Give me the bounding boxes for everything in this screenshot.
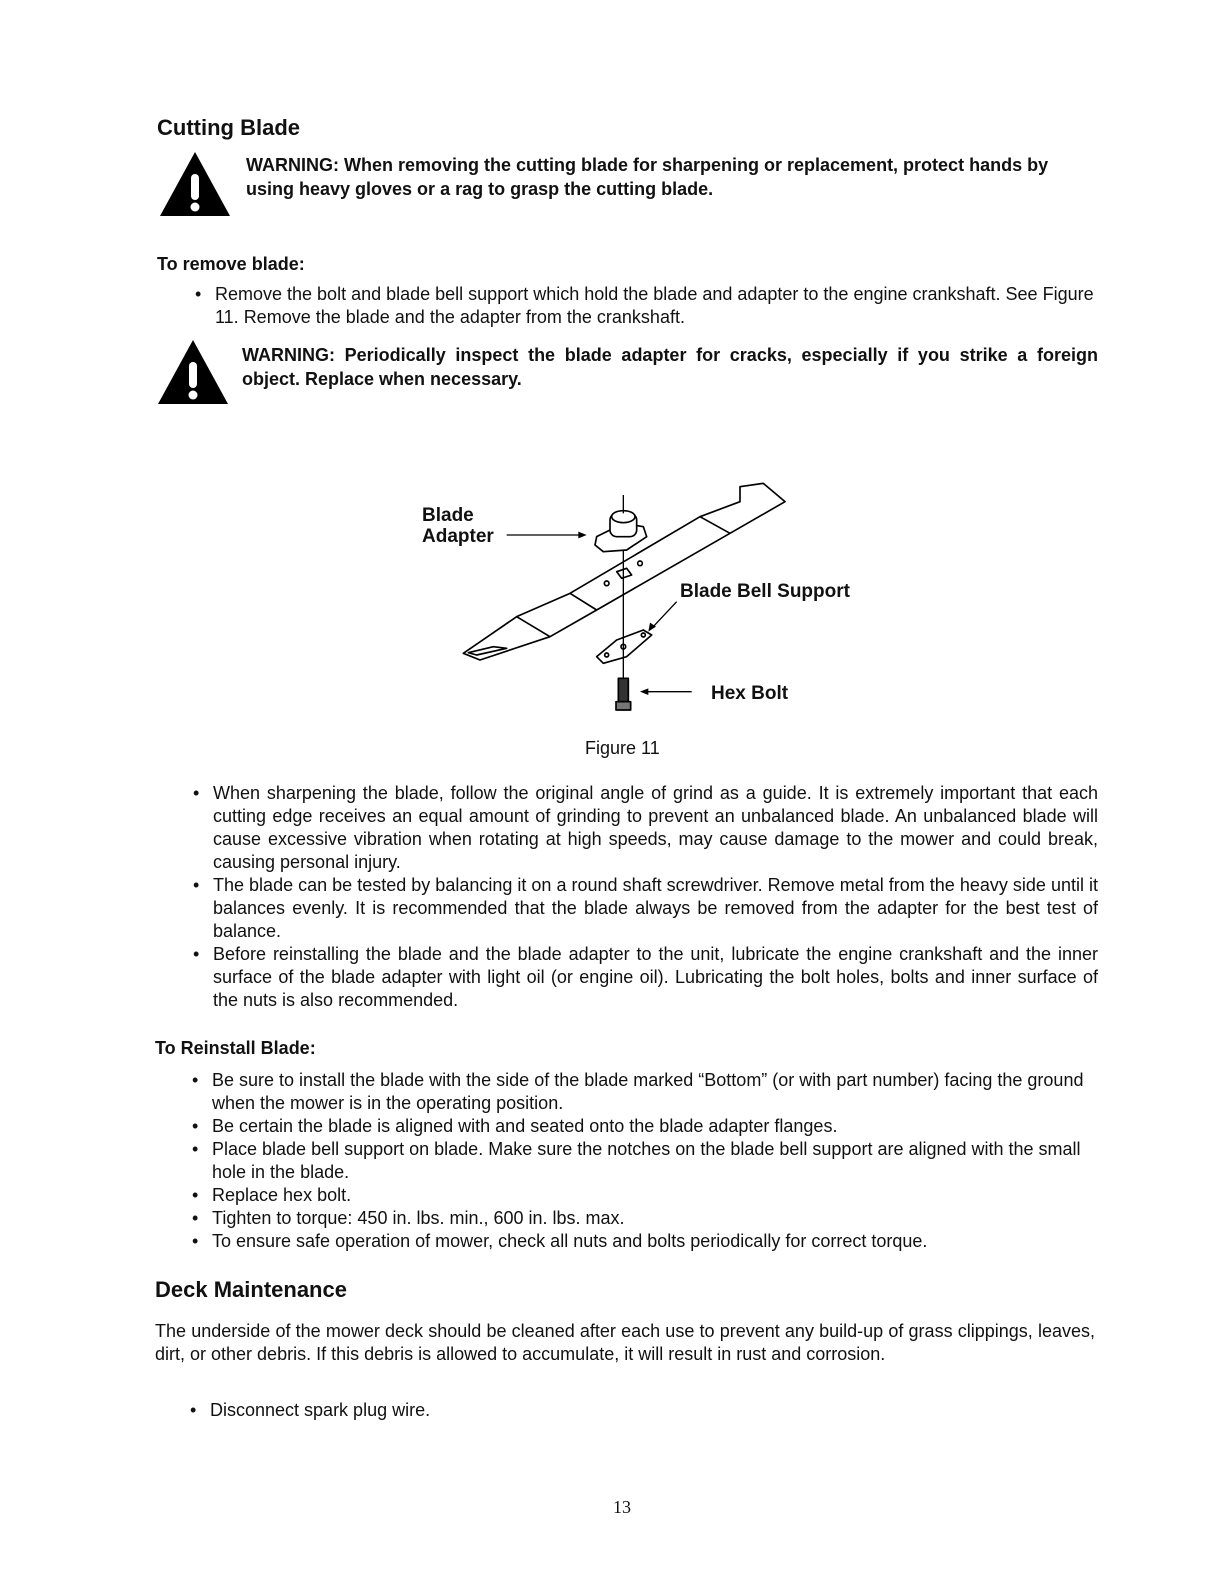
list-item: • Tighten to torque: 450 in. lbs. min., 600 in. lbs. max. (192, 1207, 1102, 1230)
list-item: • To ensure safe operation of mower, check all nuts and bolts periodically for correct torque. (192, 1230, 1102, 1253)
label-blade-adapter (422, 505, 494, 547)
section-title-deck-maintenance: Deck Maintenance (155, 1277, 347, 1302)
list-item: • Replace hex bolt. (192, 1184, 1102, 1207)
label-blade-bell-support: Blade Bell Support (680, 581, 850, 602)
list-item: • Be certain the blade is aligned with and seated onto the blade adapter flanges. (192, 1115, 1102, 1138)
list-item: • Before reinstalling the blade and the blade adapter to the unit, lubricate the engine crankshaft and the inner surface of the blade adapter with light oil (or engine oil). Lubricating the bolt holes, bolts and inner surface of the nuts is also recommended. (193, 943, 1098, 1012)
list-item: • Remove the bolt and blade bell support which hold the blade and adapter to the engine crankshaft. See Figure 11. Remove the blade and the adapter from the crankshaft. (195, 283, 1100, 329)
hex-bolt (618, 678, 628, 701)
list-item: • Be sure to install the blade with the side of the blade marked “Bottom” (or with part number) facing the ground when the mower is in the operating position. (192, 1069, 1102, 1115)
warning-text: WARNING: Periodically inspect the blade adapter for cracks, especially if you strike a foreign object. Replace when necessary. (242, 345, 1098, 389)
sharpen-list (193, 782, 1098, 1012)
label-line: Blade (422, 505, 474, 526)
page-number: 13 (613, 1497, 631, 1517)
figure-caption: Figure 11 (585, 738, 660, 758)
deck-list (190, 1399, 1090, 1422)
subheading-reinstall-blade: To Reinstall Blade: (155, 1038, 316, 1058)
deck-paragraph: The underside of the mower deck should be cleaned after each use to prevent any build-up of grass clippings, leaves, dirt, or other debris. If this debris is allowed to accumulate, it will result in rust and corrosion. (155, 1321, 1095, 1364)
list-item: • Place blade bell support on blade. Make sure the notches on the blade bell support are aligned with the small hole in the blade. (192, 1138, 1102, 1184)
warning-text: WARNING: When removing the cutting blade for sharpening or replacement, protect hands by using heavy gloves or a rag to grasp the cutting blade. (246, 155, 1049, 199)
section-title-cutting-blade: Cutting Blade (157, 115, 300, 140)
remove-list (195, 283, 1100, 329)
list-item: • Disconnect spark plug wire. (190, 1399, 1090, 1422)
label-hex-bolt: Hex Bolt (711, 683, 789, 704)
list-item: • The blade can be tested by balancing it on a round shaft screwdriver. Remove metal from the heavy side until it balances evenly. It is recommended that the blade always be removed from the adapter for the best test of balance. (193, 874, 1098, 943)
label-line: Adapter (422, 526, 494, 547)
warning-icon (156, 338, 230, 406)
list-item: • When sharpening the blade, follow the original angle of grind as a guide. It is extremely important that each cutting edge receives an equal amount of grinding to prevent an unbalanced blade. An unbalanced blade will cause excessive vibration when rotating at high speeds, may cause damage to the mower and could break, causing personal injury. (193, 782, 1098, 874)
subheading-remove-blade: To remove blade: (157, 254, 305, 274)
reinstall-list (192, 1069, 1102, 1253)
warning-icon (158, 150, 232, 218)
